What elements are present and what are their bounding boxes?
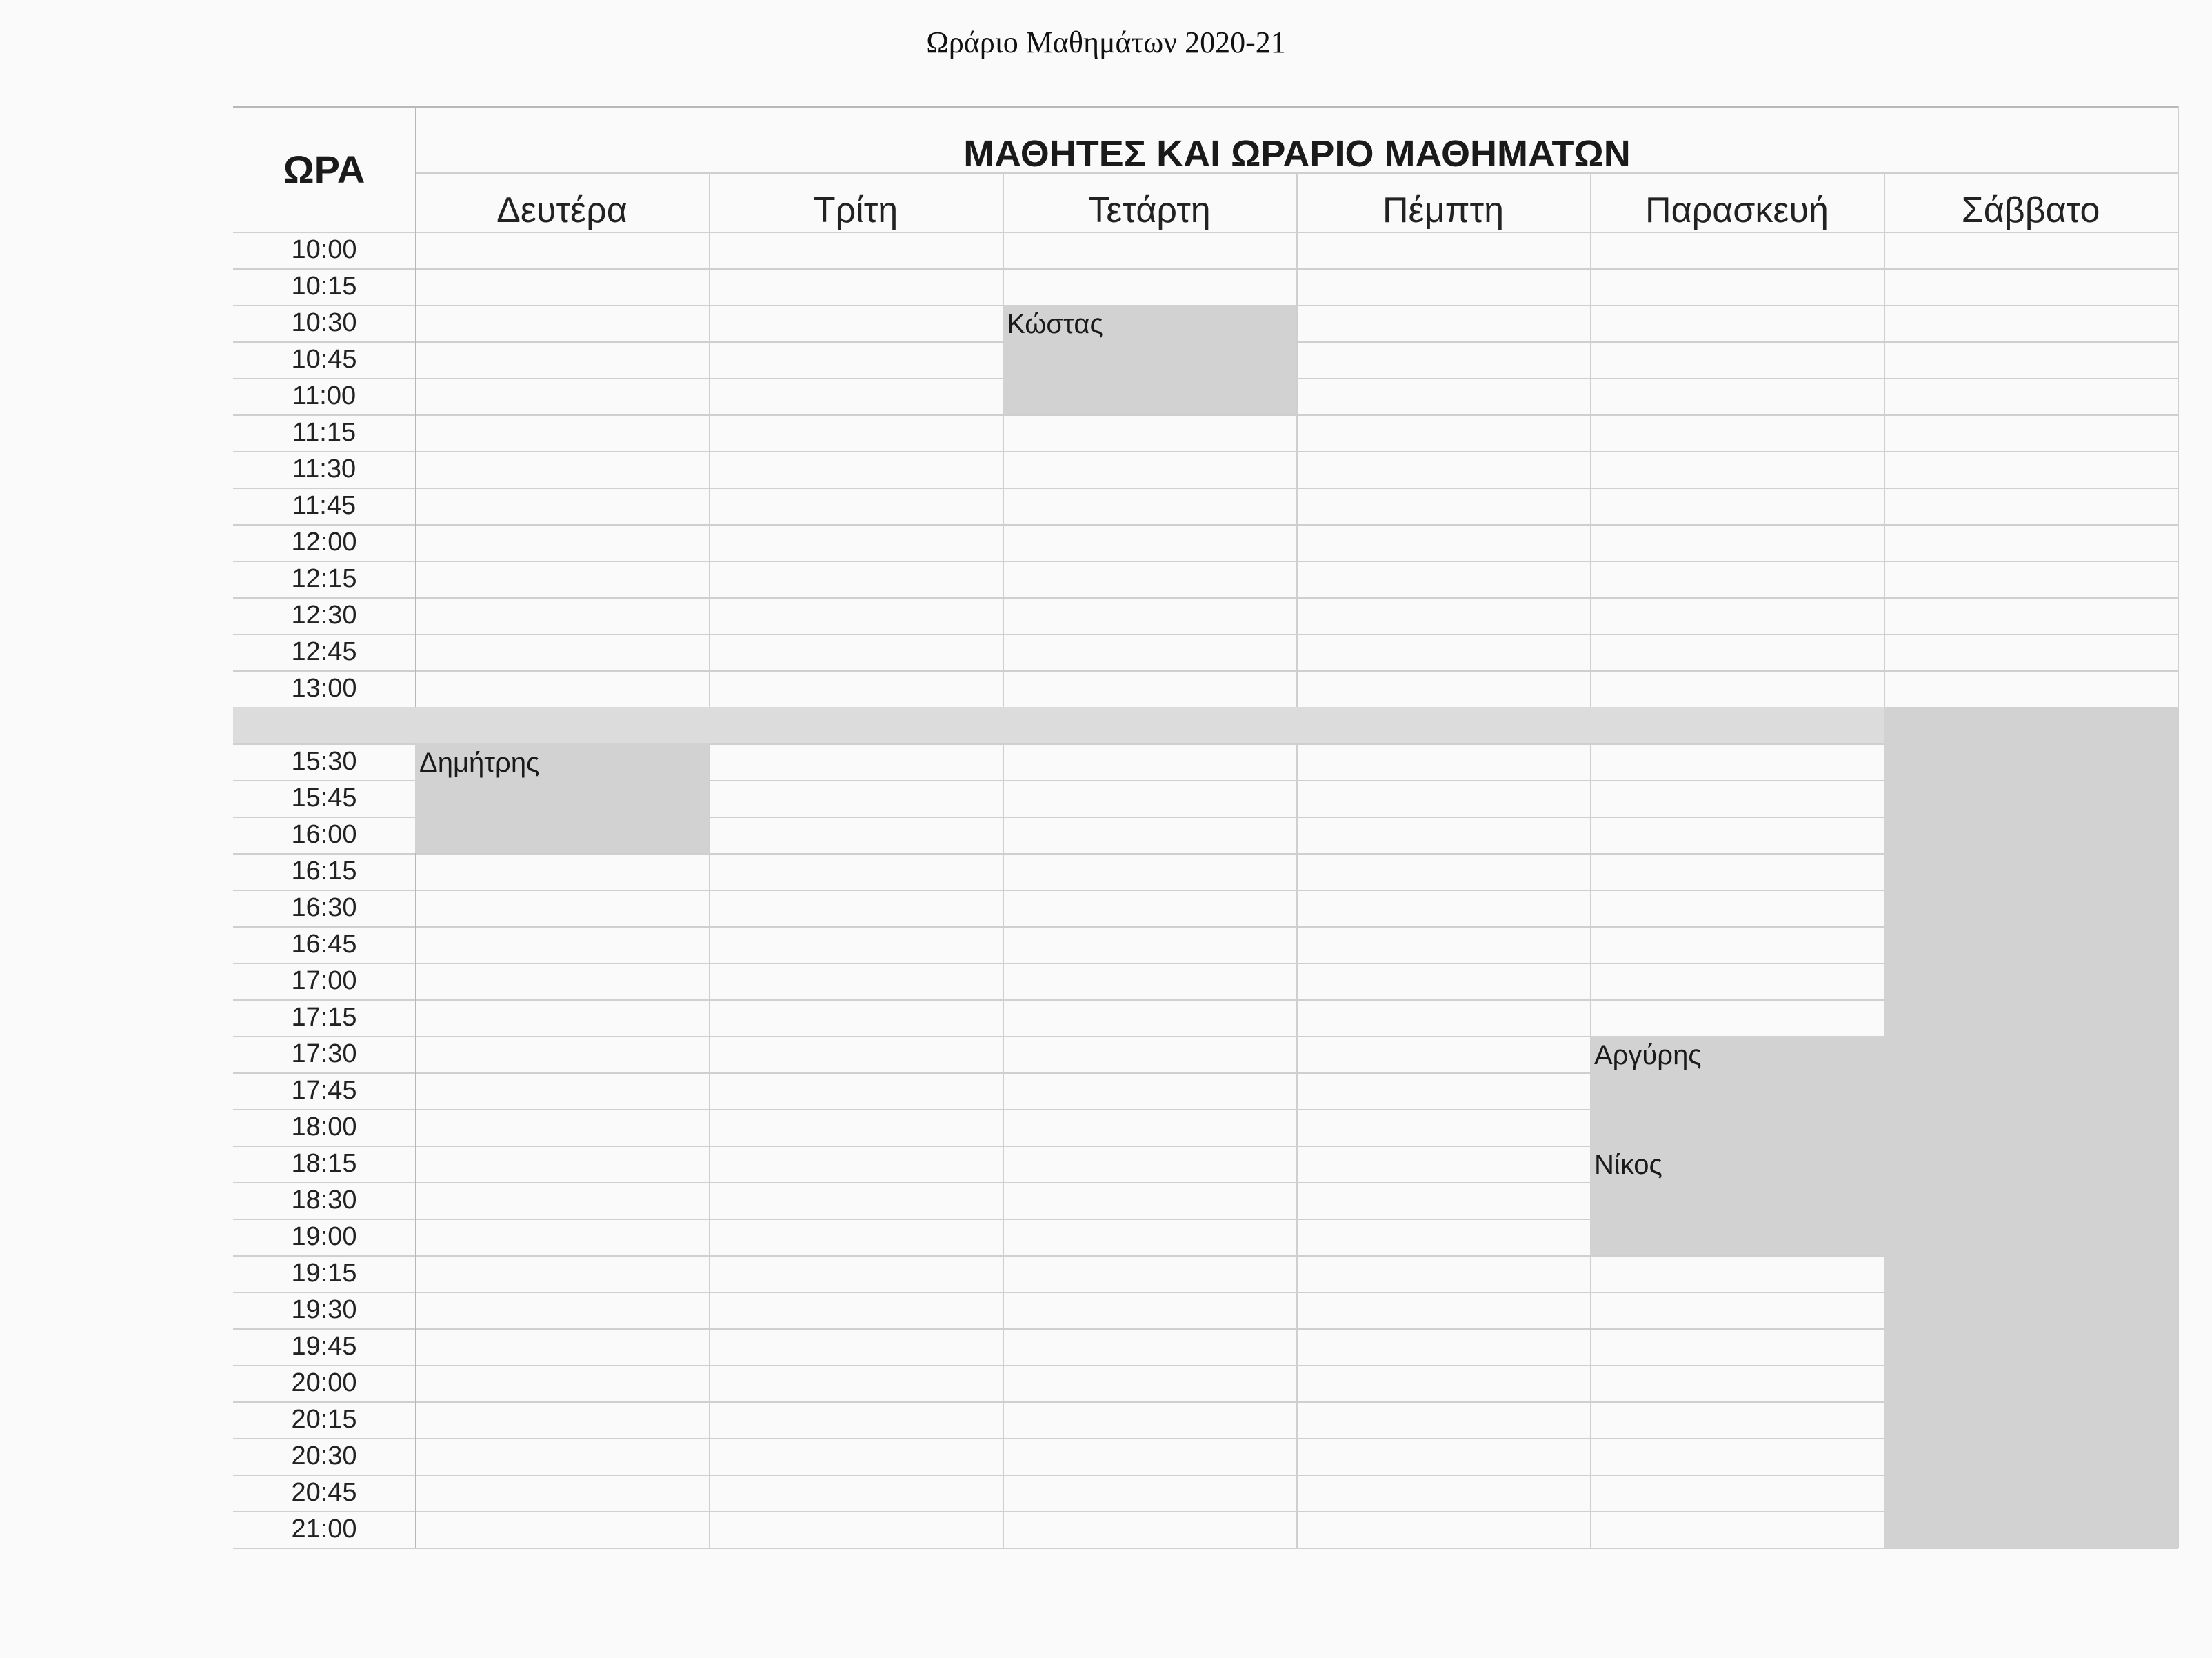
day-header: Τετάρτη: [1088, 190, 1211, 230]
time-label: 17:15: [291, 1003, 357, 1032]
time-label: 19:30: [291, 1295, 357, 1324]
time-label: 17:45: [291, 1076, 357, 1105]
time-label: 11:00: [292, 381, 356, 410]
time-label: 19:00: [291, 1222, 357, 1251]
day-header: Παρασκευή: [1645, 190, 1829, 230]
column-divider: [709, 172, 710, 1548]
schedule-table: [233, 106, 2179, 1549]
time-label: 12:15: [291, 564, 357, 593]
time-label: 17:00: [291, 966, 357, 995]
time-label: 19:15: [291, 1259, 357, 1288]
time-label: 13:00: [291, 674, 357, 703]
column-divider: [1590, 172, 1591, 1548]
row-divider: [233, 1548, 2178, 1549]
row-divider: [233, 561, 2178, 562]
time-label: 20:30: [291, 1441, 357, 1470]
time-label: 20:00: [291, 1368, 357, 1397]
time-label: 20:15: [291, 1405, 357, 1434]
time-label: 11:30: [292, 455, 356, 483]
page-title: Ωράριο Μαθημάτων 2020-21: [926, 26, 1286, 59]
unavailable-block: [1884, 707, 2178, 1548]
hour-column-header: ΩΡΑ: [283, 147, 365, 191]
time-label: 15:45: [291, 783, 357, 812]
time-label: 17:30: [291, 1039, 357, 1068]
time-label: 10:00: [291, 235, 357, 264]
time-label: 10:30: [291, 308, 357, 337]
student-name: Νίκος: [1594, 1150, 1662, 1180]
time-label: 12:45: [291, 637, 357, 666]
time-label: 21:00: [291, 1515, 357, 1544]
time-label: 15:30: [291, 747, 357, 776]
row-divider: [233, 634, 2178, 635]
time-label: 18:00: [291, 1112, 357, 1141]
time-label: 12:30: [291, 601, 357, 630]
row-divider: [233, 670, 2178, 672]
row-divider: [233, 524, 2178, 526]
schedule-main-header: ΜΑΘΗΤΕΣ ΚΑΙ ΩΡΑΡΙΟ ΜΑΘΗΜΑΤΩΝ: [963, 133, 1631, 174]
time-label: 12:00: [291, 528, 357, 557]
time-label: 16:00: [291, 820, 357, 849]
day-header: Σάββατο: [1961, 190, 2100, 230]
time-label: 18:30: [291, 1186, 357, 1215]
time-label: 20:45: [291, 1478, 357, 1507]
time-label: 16:30: [291, 893, 357, 922]
time-label: 16:15: [291, 857, 357, 886]
top-border: [233, 106, 2178, 108]
day-header: Τρίτη: [813, 190, 898, 230]
row-divider: [233, 268, 2178, 270]
row-divider: [233, 451, 2178, 452]
time-label: 10:45: [291, 345, 357, 374]
row-divider: [233, 597, 2178, 599]
column-divider: [1296, 172, 1298, 1548]
time-label: 18:15: [291, 1149, 357, 1178]
day-header: Δευτέρα: [496, 190, 627, 230]
time-label: 19:45: [291, 1332, 357, 1361]
row-divider: [233, 415, 2178, 416]
time-label: 11:45: [292, 491, 356, 520]
student-name: Αργύρης: [1594, 1040, 1702, 1070]
time-label: 16:45: [291, 930, 357, 959]
right-border: [2178, 106, 2179, 1548]
time-label: 11:15: [292, 418, 356, 447]
student-name: Δημήτρης: [419, 748, 540, 778]
time-label: 10:15: [291, 272, 357, 301]
row-divider: [233, 488, 2178, 489]
row-divider: [233, 232, 2178, 233]
day-header: Πέμπτη: [1382, 190, 1505, 230]
student-name: Κώστας: [1007, 309, 1103, 339]
